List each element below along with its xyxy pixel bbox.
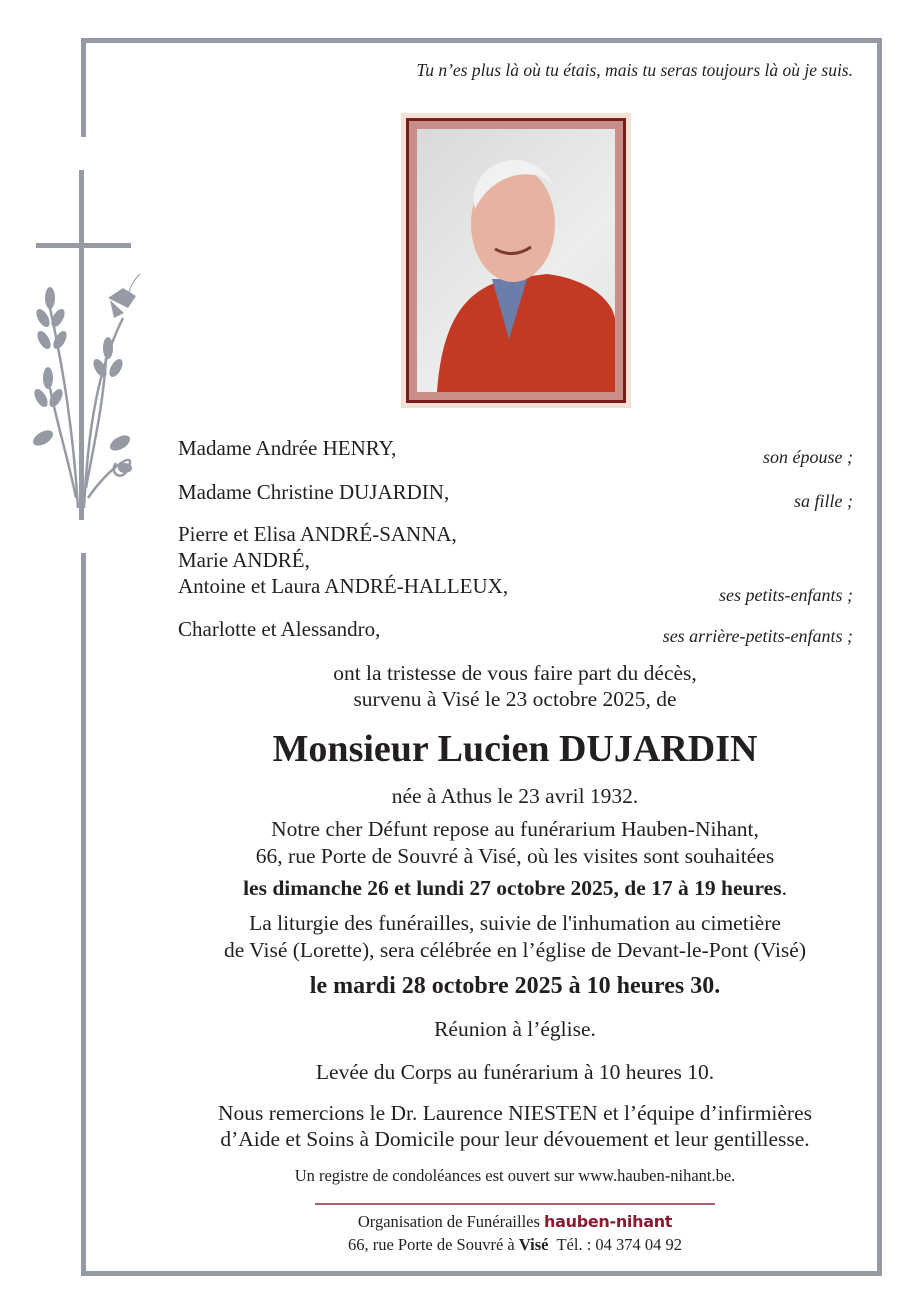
visitation-line: Notre cher Défunt repose au funérarium Hauben-Nihant,: [271, 817, 759, 841]
family-member: Antoine et Laura ANDRÉ-HALLEUX,: [178, 574, 509, 598]
footer-rule: [315, 1203, 715, 1205]
frame-bottom: [81, 1271, 882, 1276]
family-member: Marie ANDRÉ,: [178, 548, 310, 572]
funeral-line: La liturgie des funérailles, suivie de l'inhumation au cimetière: [249, 911, 781, 935]
visitation-dates-bold: les dimanche 26 et lundi 27 octobre 2025, de 17 à 19 heures: [243, 876, 782, 900]
brand-logo: hauben-nihant: [544, 1212, 673, 1231]
family-relation: son épouse ;: [763, 447, 853, 467]
portrait-frame: [401, 113, 631, 408]
footer-city: Visé: [518, 1235, 549, 1254]
family-member: Charlotte et Alessandro,: [178, 617, 381, 641]
thanks-line: Nous remercions le Dr. Laurence NIESTEN et l’équipe d’infirmières: [217, 1101, 813, 1125]
registry-info: Un registre de condoléances est ouvert sur www.hauben-nihant.be.: [294, 1166, 736, 1185]
visitation-line: 66, rue Porte de Souvré à Visé, où les visites sont souhaitées: [255, 844, 775, 868]
family-member: Pierre et Elisa ANDRÉ-SANNA,: [178, 522, 457, 546]
announcement-line: survenu à Visé le 23 octobre 2025, de: [353, 687, 677, 711]
footer-phone: Tél. : 04 374 04 92: [556, 1235, 683, 1254]
frame-top: [81, 38, 882, 43]
announcement-line: ont la tristesse de vous faire part du décès,: [333, 661, 697, 685]
footer-address: [0, 1235, 918, 1255]
footer-org-label: Organisation de Funérailles: [357, 1212, 540, 1231]
funeral-date: le mardi 28 octobre 2025 à 10 heures 30.: [309, 973, 721, 999]
family-relation: sa fille ;: [794, 491, 853, 511]
family-relation: ses petits-enfants ;: [719, 585, 853, 605]
footer-address-label: 66, rue Porte de Souvré à: [347, 1235, 515, 1254]
portrait-photo: [417, 129, 615, 392]
family-member: Madame Andrée HENRY,: [178, 436, 397, 460]
levee-info: Levée du Corps au funérarium à 10 heures 10.: [315, 1060, 715, 1084]
footer-org: [0, 1212, 918, 1232]
birth-info: née à Athus le 23 avril 1932.: [391, 784, 639, 808]
frame-left-top: [81, 38, 86, 137]
thanks-line: d’Aide et Soins à Domicile pour leur dévouement et leur gentillesse.: [220, 1127, 810, 1151]
cross-wheat-icon: [28, 168, 158, 523]
visitation-dates: [0, 876, 918, 901]
family-member: Madame Christine DUJARDIN,: [178, 480, 450, 504]
funeral-line: de Visé (Lorette), sera célébrée en l’église de Devant-le-Pont (Visé): [223, 938, 807, 962]
quote: Tu n’es plus là où tu étais, mais tu seras toujours là où je suis.: [416, 60, 853, 80]
deceased-name: Monsieur Lucien DUJARDIN: [272, 728, 758, 770]
family-relation: ses arrière-petits-enfants ;: [662, 626, 853, 646]
meeting-info: Réunion à l’église.: [434, 1017, 596, 1041]
frame-right: [877, 38, 882, 1276]
visitation-dates-end: .: [781, 876, 787, 900]
